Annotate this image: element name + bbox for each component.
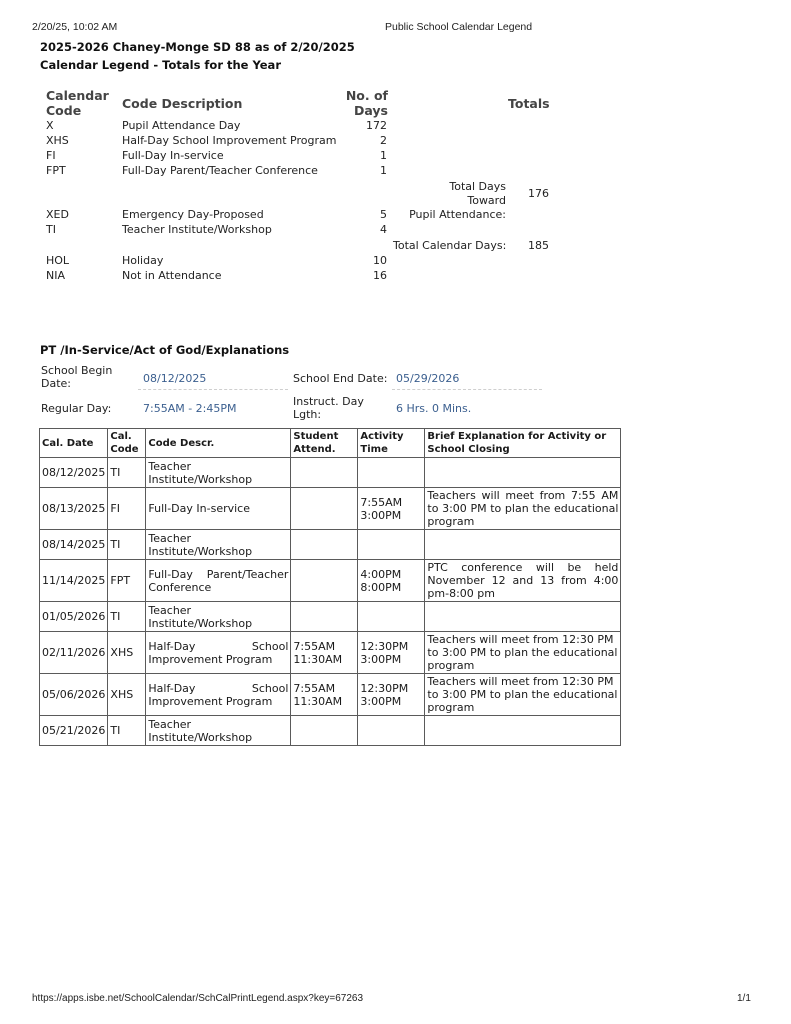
document-subtitle: Calendar Legend - Totals for the Year xyxy=(40,58,281,72)
cell-descr: Full-Day Parent/Teacher Conference xyxy=(146,560,291,602)
total-pupil-attendance-label: Total Days Toward Pupil Attendance: xyxy=(409,180,506,221)
cell-activity xyxy=(358,530,425,560)
legend-description: Not in Attendance xyxy=(122,269,222,282)
legend-days: 172 xyxy=(366,119,387,132)
instruct-day-label: Instruct. Day Lgth: xyxy=(293,395,364,421)
print-page-title: Public School Calendar Legend xyxy=(385,21,533,33)
cell-date: 02/11/2026 xyxy=(40,632,108,674)
legend-description: Full-Day In-service xyxy=(122,149,224,162)
cell-activity: 12:30PM 3:00PM xyxy=(358,674,425,716)
total-calendar-days-value: 185 xyxy=(528,239,549,252)
field-underline xyxy=(392,389,542,390)
cell-activity xyxy=(358,458,425,488)
school-end-label: School End Date: xyxy=(293,372,388,385)
legend-days: 2 xyxy=(380,134,387,147)
legend-days: 16 xyxy=(373,269,387,282)
cell-brief: Teachers will meet from 12:30 PM to 3:00 PM to plan the educational program xyxy=(425,632,621,674)
cell-student xyxy=(291,602,358,632)
cell-date: 01/05/2026 xyxy=(40,602,108,632)
table-row xyxy=(40,602,621,632)
col-header-code: Cal. Code xyxy=(108,429,146,458)
legend-description: Teacher Institute/Workshop xyxy=(122,223,272,236)
cell-brief xyxy=(425,530,621,560)
cell-date: 08/14/2025 xyxy=(40,530,108,560)
cell-student xyxy=(291,530,358,560)
table-row xyxy=(40,716,621,746)
field-underline xyxy=(138,389,288,390)
cell-descr: Teacher Institute/Workshop xyxy=(146,602,291,632)
regular-day-label: Regular Day: xyxy=(41,402,112,415)
explanations-table xyxy=(39,428,621,746)
legend-days: 1 xyxy=(380,149,387,162)
cell-activity: 12:30PM 3:00PM xyxy=(358,632,425,674)
legend-description: Holiday xyxy=(122,254,164,267)
cell-date: 11/14/2025 xyxy=(40,560,108,602)
school-begin-label: School Begin Date: xyxy=(41,364,113,390)
school-end-value: 05/29/2026 xyxy=(396,372,460,385)
cell-descr: Teacher Institute/Workshop xyxy=(146,716,291,746)
legend-days: 10 xyxy=(373,254,387,267)
cell-brief: PTC conference will be held November 12 and 13 from 4:00 pm-8:00 pm xyxy=(425,560,621,602)
col-header-descr: Code Descr. xyxy=(146,429,291,458)
table-row xyxy=(40,632,621,674)
cell-student: 7:55AM 11:30AM xyxy=(291,674,358,716)
cell-student xyxy=(291,458,358,488)
legend-description: Half-Day School Improvement Program xyxy=(122,134,337,147)
legend-header-code: Calendar Code xyxy=(46,88,109,118)
school-begin-value: 08/12/2025 xyxy=(143,372,207,385)
col-header-student: Student Attend. xyxy=(291,429,358,458)
cell-activity xyxy=(358,602,425,632)
cell-brief xyxy=(425,716,621,746)
table-header-row xyxy=(40,429,621,458)
cell-code: TI xyxy=(108,602,146,632)
legend-header-days: No. of Days xyxy=(345,88,388,118)
cell-descr: Teacher Institute/Workshop xyxy=(146,530,291,560)
legend-code: X xyxy=(46,119,54,132)
legend-code: NIA xyxy=(46,269,65,282)
document-title: 2025-2026 Chaney-Monge SD 88 as of 2/20/2025 xyxy=(40,40,355,54)
print-datetime: 2/20/25, 10:02 AM xyxy=(32,21,118,33)
legend-code: FPT xyxy=(46,164,66,177)
cell-brief: Teachers will meet from 7:55 AM to 3:00 PM to plan the educational program xyxy=(425,488,621,530)
cell-activity: 4:00PM 8:00PM xyxy=(358,560,425,602)
table-row xyxy=(40,674,621,716)
cell-activity xyxy=(358,716,425,746)
cell-activity: 7:55AM 3:00PM xyxy=(358,488,425,530)
table-row xyxy=(40,458,621,488)
legend-description: Emergency Day-Proposed xyxy=(122,208,264,221)
cell-code: TI xyxy=(108,716,146,746)
cell-date: 08/12/2025 xyxy=(40,458,108,488)
col-header-date: Cal. Date xyxy=(40,429,108,458)
cell-descr: Teacher Institute/Workshop xyxy=(146,458,291,488)
cell-code: TI xyxy=(108,458,146,488)
cell-student xyxy=(291,716,358,746)
legend-header-description: Code Description xyxy=(122,96,243,111)
footer-url[interactable]: https://apps.isbe.net/SchoolCalendar/SchCalPrintLegend.aspx?key=67263 xyxy=(32,993,364,1004)
cell-brief xyxy=(425,602,621,632)
legend-description: Full-Day Parent/Teacher Conference xyxy=(122,164,318,177)
total-pupil-attendance-value: 176 xyxy=(528,187,549,200)
footer-page-number: 1/1 xyxy=(737,993,751,1004)
cell-code: XHS xyxy=(108,674,146,716)
instruct-day-value: 6 Hrs. 0 Mins. xyxy=(396,402,472,415)
cell-date: 08/13/2025 xyxy=(40,488,108,530)
cell-student: 7:55AM 11:30AM xyxy=(291,632,358,674)
cell-date: 05/21/2026 xyxy=(40,716,108,746)
cell-student xyxy=(291,488,358,530)
table-row xyxy=(40,488,621,530)
legend-header-totals: Totals xyxy=(508,96,550,111)
legend-code: XED xyxy=(46,208,69,221)
cell-code: TI xyxy=(108,530,146,560)
legend-code: HOL xyxy=(46,254,70,267)
explanations-section-title: PT /In-Service/Act of God/Explanations xyxy=(40,343,290,357)
legend-days: 4 xyxy=(380,223,387,236)
cell-brief xyxy=(425,458,621,488)
cell-code: FI xyxy=(108,488,146,530)
col-header-activity: Activity Time xyxy=(358,429,425,458)
legend-code: TI xyxy=(46,223,56,236)
cell-brief: Teachers will meet from 12:30 PM to 3:00 PM to plan the educational program xyxy=(425,674,621,716)
legend-code: XHS xyxy=(46,134,69,147)
total-calendar-days-label: Total Calendar Days: xyxy=(393,239,507,252)
cell-code: FPT xyxy=(108,560,146,602)
col-header-brief: Brief Explanation for Activity or School Closing xyxy=(425,429,621,458)
legend-days: 1 xyxy=(380,164,387,177)
cell-date: 05/06/2026 xyxy=(40,674,108,716)
legend-description: Pupil Attendance Day xyxy=(122,119,241,132)
cell-descr: Half-Day School Improvement Program xyxy=(146,674,291,716)
cell-descr: Half-Day School Improvement Program xyxy=(146,632,291,674)
table-row xyxy=(40,560,621,602)
table-row xyxy=(40,530,621,560)
cell-descr: Full-Day In-service xyxy=(146,488,291,530)
regular-day-value: 7:55AM - 2:45PM xyxy=(143,402,237,415)
cell-student xyxy=(291,560,358,602)
legend-days: 5 xyxy=(380,208,387,221)
legend-code: FI xyxy=(46,149,56,162)
cell-code: XHS xyxy=(108,632,146,674)
